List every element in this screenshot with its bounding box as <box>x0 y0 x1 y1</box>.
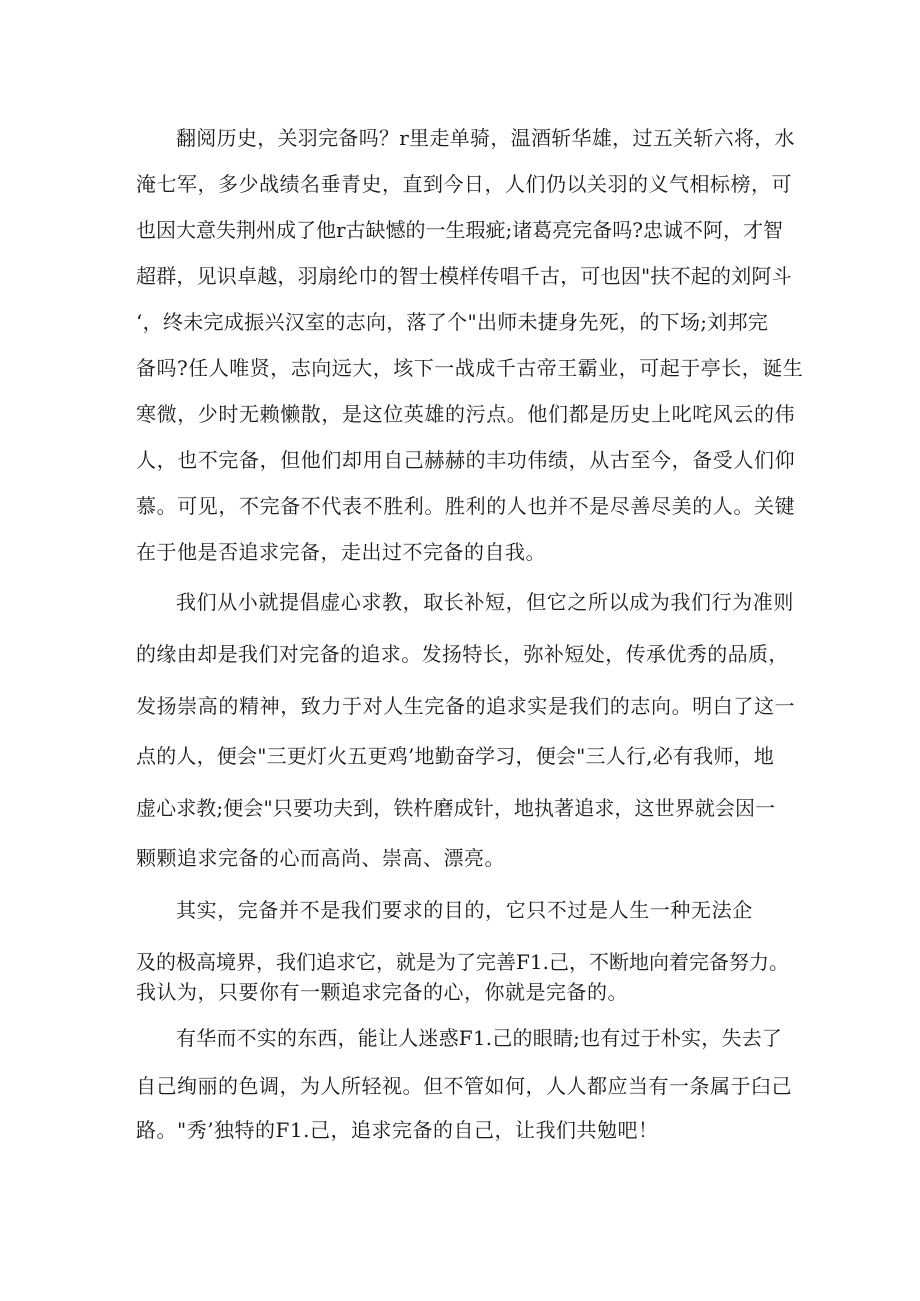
text-line-7: 寒微，少时无赖懒散，是这位英雄的污点。他们都是历史上叱咤风云的伟 <box>136 402 796 426</box>
text-line-16: 颗颗追求完备的心而高尚、崇高、漂亮。 <box>136 846 505 870</box>
text-line-5: ‘，终未完成振兴汉室的志向，落了个"出师未捷身先死，的下场;刘邦完 <box>136 310 769 334</box>
text-line-12: 的缘由却是我们对完备的追求。发扬特长，弥补短处，传承优秀的品质， <box>136 642 789 666</box>
text-line-14: 点的人，便会"三更灯火五更鸡’地勤奋学习，便会"三人行,必有我师，地 <box>136 744 774 768</box>
text-line-4: 超群，见识卓越，羽扇纶巾的智士模样传唱千古，可也因"扶不起的刘阿斗 <box>136 264 792 288</box>
text-line-21: 自己绚丽的色调，为人所轻视。但不管如何，人人都应当有一条属于臼己 <box>136 1074 792 1098</box>
text-line-10: 在于他是否追求完备，走出过不完备的自我。 <box>136 540 546 564</box>
text-line-1: 翻阅历史，关羽完备吗？r里走单骑，温酒斩华雄，过五关斩六将，水 <box>176 126 795 150</box>
text-line-17: 其实，完备并不是我们要求的目的，它只不过是人生一种无法企 <box>176 898 753 922</box>
text-line-9: 慕。可见，不完备不代表不胜利。胜利的人也并不是尽善尽美的人。关键 <box>136 494 796 518</box>
text-line-3: 也因大意失荆州成了他r古缺憾的一生瑕疵;诸葛亮完备吗?忠诚不阿，才智 <box>136 218 784 242</box>
text-line-6: 备吗?任人唯贤，志向远大，垓下一战成千古帝王霸业，可起于亭长，诞生 <box>136 356 804 380</box>
text-line-11: 我们从小就提倡虚心求教，取长补短，但它之所以成为我们行为准则 <box>176 590 794 614</box>
text-line-15: 虚心求教;便会"只要功夫到，铁杵磨成针，地执著追求，这世界就会因一 <box>136 796 776 820</box>
text-line-19: 我认为，只要你有一颗追求完备的心，你就是完备的。 <box>136 980 628 1004</box>
text-line-22: 路。"秀’独特的F1.己，追求完备的自己，让我们共勉吧！ <box>136 1118 659 1142</box>
text-line-2: 淹七军，多少战绩名垂青史，直到今日，人们仍以关羽的义气相标榜，可 <box>136 172 792 196</box>
text-line-13: 发扬崇高的精神，致力于对人生完备的追求实是我们的志向。明白了这一 <box>136 694 796 718</box>
text-line-8: 人，也不完备，但他们却用自己赫赫的丰功伟绩，从古至今，备受人们仰 <box>136 448 796 472</box>
text-line-20: 有华而不实的东西，能让人迷惑F1.己的眼睛;也有过于朴实，失去了 <box>176 1026 783 1050</box>
text-line-18: 及的极高境界，我们追求它，就是为了完善F1.己，不断地向着完备努力。 <box>136 950 789 974</box>
